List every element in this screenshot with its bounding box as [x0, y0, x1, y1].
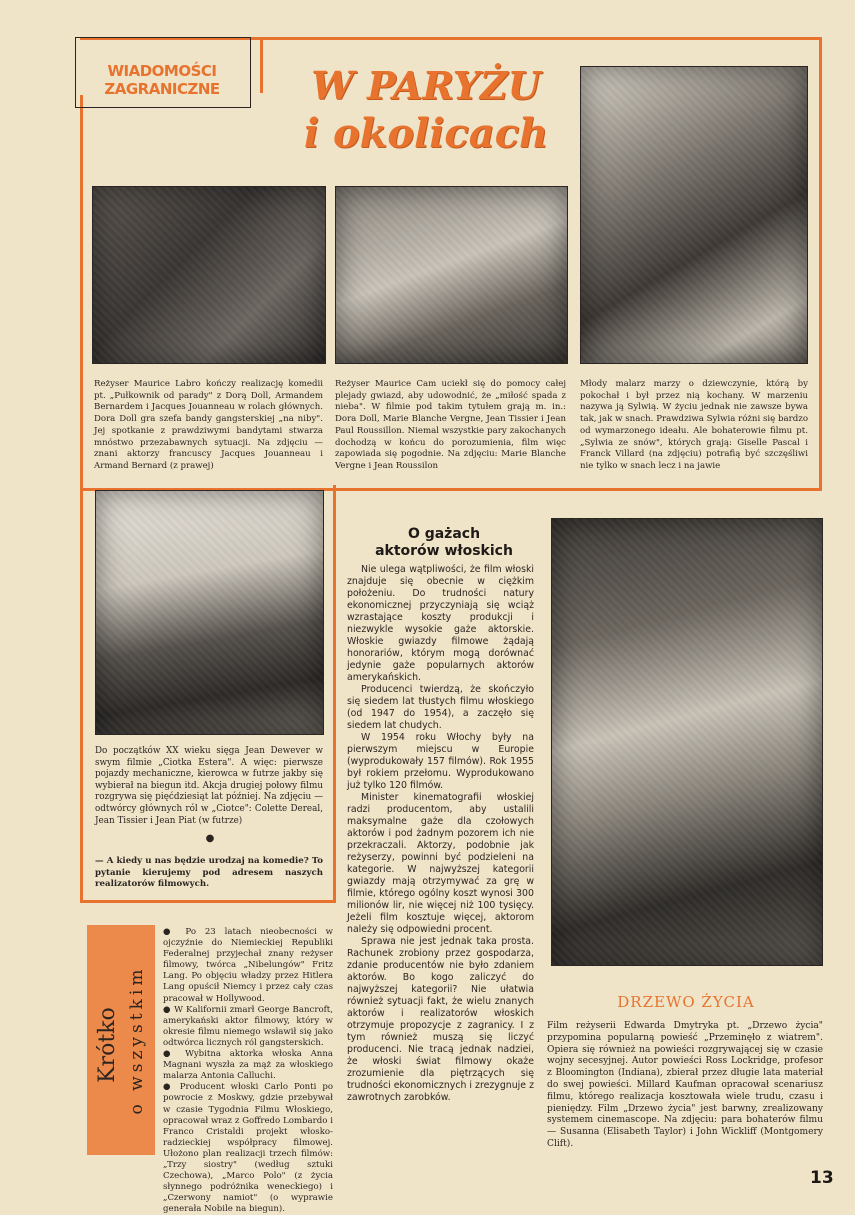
lower-left-frame-left — [80, 485, 83, 903]
article-paragraph: Nie ulega wątpliwości, że film włoski znajduje się obecnie w ciężkim położeniu. Do trudności natury ekonomicznej przyczyniają się wciąż wzrastające koszty produkcji i niezwykle wysokie gaże aktorskie. Włoskie gwiazdy filmowe żądają honorariów, którym mogą dorównać jedynie gaże popularnych aktorów amerykańskich. — [347, 564, 534, 683]
krotko-label-line2: o wszystkim — [127, 965, 147, 1115]
section-stamp — [88, 62, 236, 98]
krotko-label-box — [87, 925, 155, 1155]
article-paragraph: Producenci twierdzą, że skończyło się siedem lat tłustych filmu włoskiego (od 1947 do 1954), a zaczęło się siedem lat chudych. — [347, 684, 534, 731]
caption-sylvia-dream: Młody malarz marzy o dziewczynie, którą by pokochał i był przez nią kochany. W marzeniu nazywa ją Sylwią. W życiu jednak nie zawsze bywa tak, jak w snach. Prawdziwa Sylwia różni się bardzo od wymarzonego ideału. Ale bohaterowie filmu pt. „Sylwia ze snów", których grają: Giselle Pascal i Franck Villard (na zdjęciu) potrafią być szczęśliwi nie tylko w snach lecz i na jawie — [580, 379, 808, 471]
photo-tree-of-life — [551, 518, 823, 966]
brief-item: ● Wybitna aktorka włoska Anna Magnani wyszła za mąż za włoskiego malarza Antonia Calluchi. — [163, 1049, 333, 1082]
photo-colonel-comedy — [92, 186, 326, 364]
brief-item: ● Producent włoski Carlo Ponti po powrocie z Moskwy, gdzie przebywał w czasie Tygodnia Filmu Włoskiego, opracował wraz z Goffredo Lombardo i Franco Cristaldi projekt włosko-radzieckiej współpracy filmowej. Ułożono plan realizacji trzech filmów: „Trzy siostry" (według sztuki Czechowa), „Marco Polo" (z życia słynnego podróżnika weneckiego) i „Czerwony namiot" (o wyprawie generała Nobile na biegun). — [163, 1082, 333, 1215]
caption-love-from-heaven: Reżyser Maurice Cam uciekł się do pomocy całej plejady gwiazd, aby udowodnić, że „miłość spada z nieba". W filmie pod takim tytułem grają m. in.: Dora Doll, Marie Blanche Vergne, Jean Tissier i Jean Paul Roussillon. Niemal wszystkie pary zakochanych dochodzą w końcu do porozumienia, film więc zapowiada się pogodnie. Na zdjęciu: Marie Blanche Vergne i Jean Roussilon — [335, 379, 566, 471]
brief-item: ● Po 23 latach nieobecności w ojczyźnie do Niemieckiej Republiki Federalnej przyjechał znany reżyser filmowy, twórca „Nibelungów" Fritz Lang. Po objęciu władzy przez Hitlera Lang opuścił Niemcy i przez cały czas pracował w Hollywood. — [163, 927, 333, 1004]
frame-left-segment — [80, 95, 83, 490]
caption-colonel-comedy: Reżyser Maurice Labro kończy realizację komedii pt. „Pułkownik od parady" z Dorą Doll, Armandem Bernardem i Jacques Jouanneau w rolach głównych. Dora Doll gra szefa bandy gangsterskiej „na niby". Jej spotkanie z prawdziwymi bandytami stwarza mnóstwo przezabawnych sytuacji. Na zdjęciu — znani aktorzy francuscy Jacques Jouanneau i Armand Bernard (z prawej) — [94, 379, 323, 471]
separator-bullet: ● — [205, 833, 215, 844]
lower-left-frame-bottom — [80, 900, 336, 903]
page-title-line1: W PARYŻU — [311, 63, 541, 108]
photo-aunt-esther — [95, 490, 324, 735]
photo-sylvia-dream — [580, 66, 808, 364]
section-stamp-line2: ZAGRANICZNE — [104, 80, 220, 98]
page-number: 13 — [810, 1168, 834, 1188]
article-paragraph: W 1954 roku Włochy były na pierwszym miejscu w Europie (wyprodukowały 157 filmów). Rok 1955 był rokiem przełomu. Wyprodukowano już tylko 120 filmów. — [347, 732, 534, 791]
comedy-question: — A kiedy u nas będzie urodzaj na komedie? To pytanie kierujemy pod adresem naszych realizatorów filmowych. — [95, 856, 323, 890]
lower-left-frame-right — [333, 485, 336, 903]
caption-aunt-esther: Do początków XX wieku sięga Jean Dewever w swym filmie „Ciotka Estera". A więc: pierwsze pojazdy mechaniczne, kierowca w futrze jakby się wybierał na biegun itd. Akcja drugiej połowy filmu rozgrywa się pięćdziesiąt lat później. Na zdjęciu — odtwórcy głównych ról w „Ciotce": Colette Dereal, Jean Tissier i Jean Piat (w futrze) — [95, 746, 323, 826]
article-body — [347, 564, 534, 1104]
frame-top-left-corner — [260, 37, 263, 93]
krotko-briefs — [163, 927, 333, 1215]
page-title-line2: i okolicach — [303, 110, 549, 157]
article-paragraph: Minister kinematografii włoskiej radzi producentom, aby ustalili maksymalne gaże dla czołowych aktorów i pod żadnym pozorem ich nie przekraczali. Aktorzy, podobnie jak reżyserzy, powinni być podzieleni na kategorie. W najwyższej kategorii gwiazdy mają otrzymywać za grę w filmie, którego ogólny koszt wynosi 300 milionów lir, nie więcej niż 100 tysięcy. Jeżeli film kosztuje więcej, aktorom należy się odpowiedni procent. — [347, 792, 534, 935]
drzewo-heading: DRZEWO ŻYCIA — [617, 993, 755, 1011]
drzewo-text: Film reżyserii Edwarda Dmytryka pt. „Drzewo życia" przypomina popularną powieść „Przeminęło z wiatrem". Opiera się również na powieści rozgrywającej się w czasie wojny secesyjnej. Autor powieści Ross Lockridge, profesor z Bloomington (Indiana), zbierał przez długie lata materiał do swej powieści. Millard Kaufman opracował scenariusz filmu, którego realizacja kosztowała wiele trudu, czasu i pieniędzy. Film „Drzewo życia" jest barwny, zrealizowany systemem cinemascope. Na zdjęciu: para bohaterów filmu — Susanna (Elisabeth Taylor) i John Wickliff (Montgomery Clift). — [547, 1021, 823, 1149]
section-stamp-line1: WIADOMOŚCI — [107, 62, 217, 80]
photo-love-from-heaven — [335, 186, 568, 364]
article-heading: O gażach aktorów włoskich — [375, 526, 513, 559]
article-paragraph: Sprawa nie jest jednak taka prosta. Rachunek zrobiony przez gospodarza, zdanie producentów nie było zdaniem aktorów. Bo kogo zaliczyć do najwyższej kategorii? Nie ułatwia również sytuacji fakt, że wielu znanych aktorów i realizatorów włoskich otrzymuje propozycje z zagranicy. I z tym również muszą się liczyć producenci. Nie tracą jednak nadziei, że włoski świat filmowy okaże zrozumienie dla piętrzących się trudności ekonomicznych i zrezygnuje z zawrotnych zarobków. — [347, 936, 534, 1103]
krotko-label-line1: Krótko — [95, 1007, 120, 1083]
brief-item: ● W Kalifornii zmarł George Bancroft, amerykański aktor filmowy, który w okresie filmu niemego wsławił się jako odtwórca licznych ról gangsterskich. — [163, 1004, 333, 1048]
